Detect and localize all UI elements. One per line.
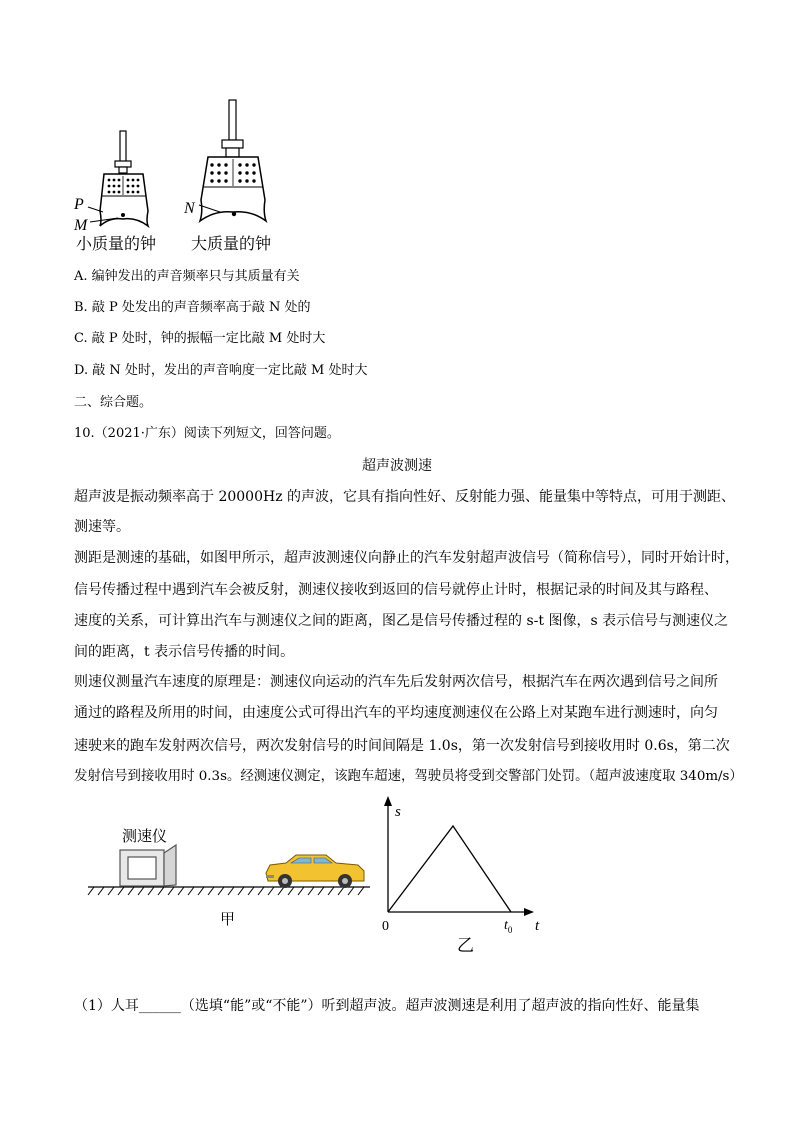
question-header: 10.（2021·广东）阅读下列短文，回答问题。 xyxy=(74,426,340,441)
article-line: 测速等。 xyxy=(74,519,130,535)
option-c: C. 敲 P 处时，钟的振幅一定比敲 M 处时大 xyxy=(74,331,326,346)
subquestion-1: （1）人耳______（选填“能”或“不能”）听到超声波。超声波测速是利用了超声波的指向性好、能量集 xyxy=(74,998,700,1014)
article-line: 通过的路程及所用的时间，由速度公式可得出汽车的平均速度测速仪在公路上对某跑车进行测速时，向匀 xyxy=(74,705,718,721)
option-d: D. 敲 N 处时，发出的声音响度一定比敲 M 处时大 xyxy=(74,363,368,378)
article-title: 超声波测速 xyxy=(362,458,432,474)
section-heading: 二、综合题。 xyxy=(74,395,153,410)
device-label: 测速仪 xyxy=(122,827,168,845)
t-axis-label: t xyxy=(535,918,540,934)
small-bell-caption: 小质量的钟 xyxy=(76,234,157,253)
label-m: M xyxy=(74,217,88,234)
t0-label: $t_0$ xyxy=(504,918,513,935)
figure-yi-caption: 乙 xyxy=(457,936,474,956)
article-line: 速驶来的跑车发射两次信号，两次发射信号的时间间隔是 1.0s，第一次发射信号到接收用时 0.6s，第二次 xyxy=(74,738,730,754)
article-line: 发射信号到接收用时 0.3s。经测速仪测定，该跑车超速，驾驶员将受到交警部门处罚。（超声波速度取 340m/s） xyxy=(74,769,743,784)
label-n: N xyxy=(184,200,195,217)
s-axis-label: s xyxy=(395,804,401,820)
article-line: 测距是测速的基础，如图甲所示，超声波测速仪向静止的汽车发射超声波信号（简称信号），同时开始计时， xyxy=(74,550,739,566)
large-bell xyxy=(199,100,266,221)
article-line: 信号传播过程中遇到汽车会被反射，测速仪接收到返回的信号就停止计时，根据记录的时间及其与路程、 xyxy=(74,582,718,598)
label-p: P xyxy=(74,196,84,213)
signal-path-line xyxy=(388,826,511,912)
article-line: 超声波是振动频率高于 20000Hz 的声波，它具有指向性好、反射能力强、能量集中等特点，可用于测距、 xyxy=(74,489,736,505)
option-b: B. 敲 P 处发出的声音频率高于敲 N 处的 xyxy=(74,300,311,315)
article-line: 间的距离，t 表示信号传播的时间。 xyxy=(74,644,295,660)
option-a: A. 编钟发出的声音频率只与其质量有关 xyxy=(74,269,300,284)
origin-label: 0 xyxy=(382,919,389,934)
large-bell-caption: 大质量的钟 xyxy=(191,234,272,253)
figure-jia-caption: 甲 xyxy=(220,910,236,928)
speed-detector-icon xyxy=(120,845,176,886)
car-icon xyxy=(266,855,364,888)
article-line: 则速仪测量汽车速度的原理是：测速仪向运动的汽车先后发射两次信号，根据汽车在两次遇到信号之间所 xyxy=(74,674,718,690)
article-line: 速度的关系，可计算出汽车与测速仪之间的距离，图乙是信号传播过程的 s-t 图像，s 表示信号与测速仪之 xyxy=(74,613,729,629)
small-bell xyxy=(88,131,148,226)
